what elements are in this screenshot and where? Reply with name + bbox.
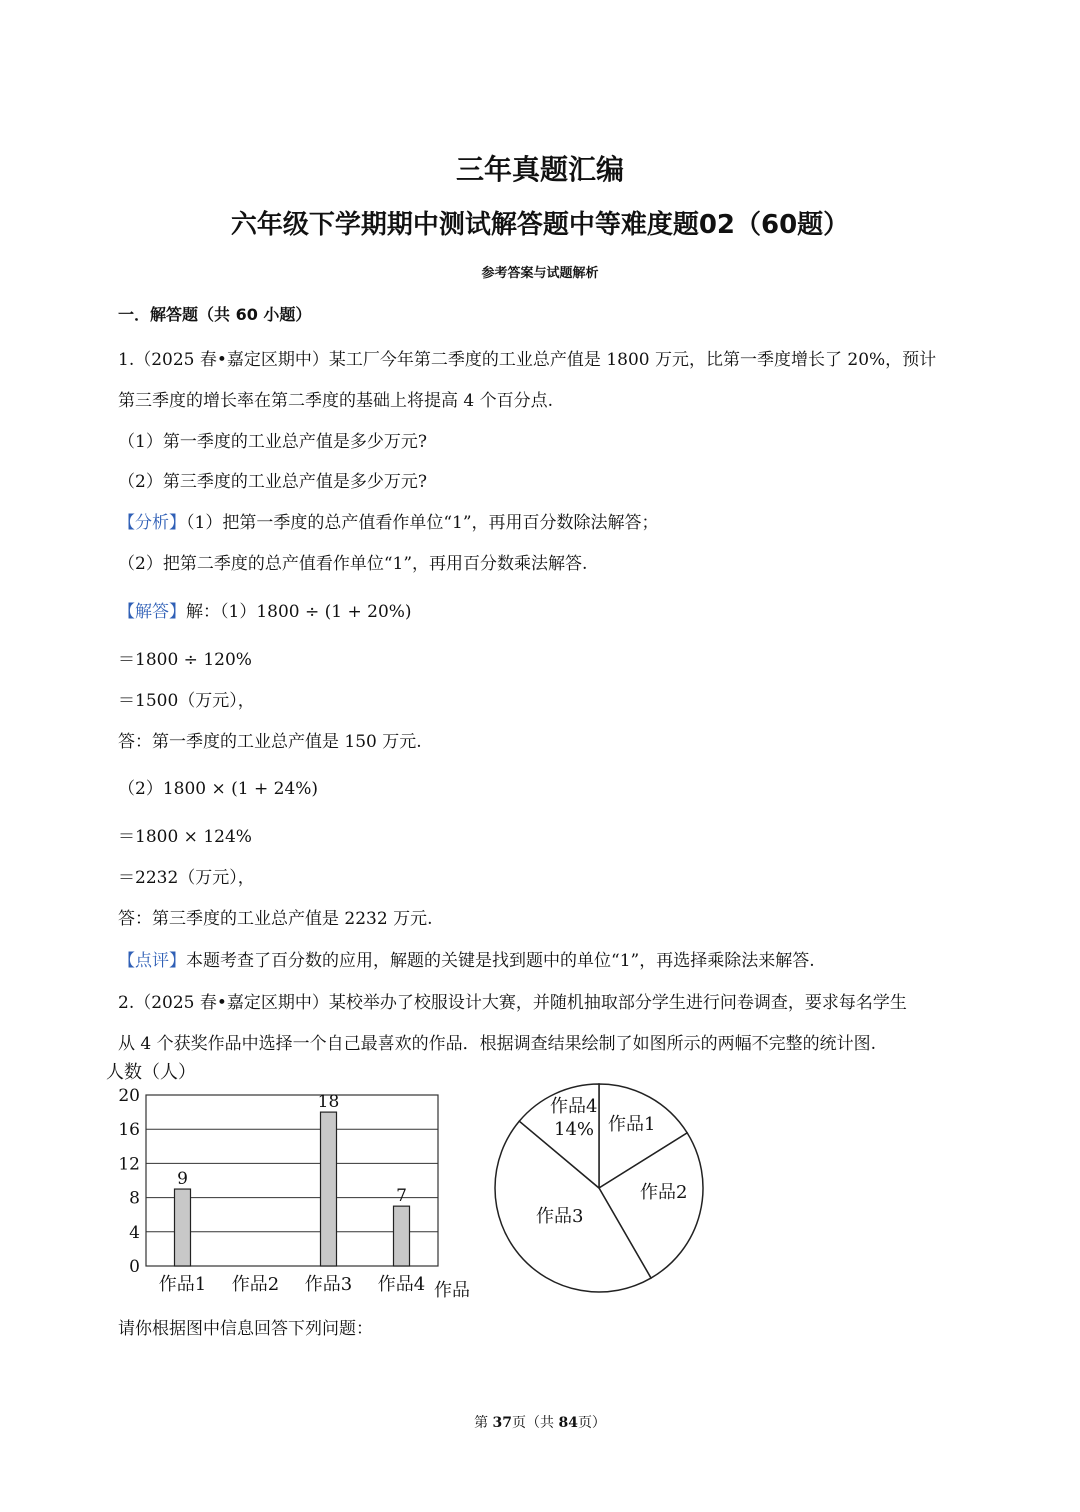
question-1-sub-2: （2）第三季度的工业总产值是多少万元? bbox=[118, 472, 427, 492]
bar-chart bbox=[100, 1056, 500, 1306]
comment-text: 本题考查了百分数的应用，解题的关键是找到题中的单位“1”，再选择乘除法来解答. bbox=[186, 951, 815, 971]
slice-label: 作品2 bbox=[640, 1182, 688, 1203]
solution-text-1: 解：（1）1800 ÷ (1 + 20%) bbox=[186, 602, 412, 622]
solution-line-6: ＝1800 × 124% bbox=[118, 827, 252, 847]
solution-line-5: （2）1800 × (1 + 24%) bbox=[118, 779, 319, 799]
slice-label: 作品3 bbox=[536, 1206, 584, 1227]
y-tick-label: 20 bbox=[118, 1086, 140, 1106]
pie-chart bbox=[490, 1080, 730, 1300]
solution-line-8: 答：第三季度的工业总产值是 2232 万元. bbox=[118, 909, 433, 929]
question-2-line-1: 2.（2025 春•嘉定区期中）某校举办了校服设计大赛，并随机抽取部分学生进行问卷调查，要求每名学生 bbox=[118, 993, 907, 1013]
analysis-text-1: （1）把第一季度的总产值看作单位“1”，再用百分数除法解答； bbox=[186, 513, 659, 533]
footer-middle: 页（共 bbox=[512, 1415, 559, 1431]
page-title: 三年真题汇编 bbox=[455, 153, 624, 186]
bar bbox=[394, 1206, 410, 1266]
analysis-line-1 bbox=[118, 508, 659, 533]
comment-tag: 【点评】 bbox=[118, 951, 186, 971]
solution-tag: 【解答】 bbox=[118, 602, 186, 622]
footer-prefix: 第 bbox=[474, 1415, 493, 1431]
slice-label: 作品4 bbox=[550, 1096, 598, 1117]
x-tick-label: 作品2 bbox=[231, 1274, 280, 1295]
page-subtitle: 六年级下学期期中测试解答题中等难度题02（60题） bbox=[230, 210, 850, 240]
bar bbox=[175, 1189, 191, 1266]
solution-line-4: 答：第一季度的工业总产值是 150 万元. bbox=[118, 732, 422, 752]
data-label: 7 bbox=[396, 1186, 407, 1207]
section-heading: 一．解答题（共 60 小题） bbox=[118, 305, 312, 324]
question-2-line-2: 从 4 个获奖作品中选择一个自己最喜欢的作品．根据调查结果绘制了如图所示的两幅不完整的统计图. bbox=[118, 1034, 877, 1054]
y-tick-label: 8 bbox=[129, 1188, 140, 1209]
solution-line-3: ＝1500（万元）， bbox=[118, 691, 255, 711]
y-axis-label: 人数（人） bbox=[106, 1062, 196, 1083]
y-tick-label: 0 bbox=[129, 1257, 140, 1277]
bar bbox=[321, 1112, 337, 1266]
slice-label: 作品1 bbox=[608, 1114, 656, 1135]
analysis-line-2: （2）把第二季度的总产值看作单位“1”，再用百分数乘法解答. bbox=[118, 554, 588, 574]
analysis-tag: 【分析】 bbox=[118, 513, 186, 533]
answer-heading: 参考答案与试题解析 bbox=[481, 266, 599, 281]
solution-line-7: ＝2232（万元）， bbox=[118, 868, 255, 888]
x-tick-label: 作品1 bbox=[158, 1274, 207, 1295]
footer-page-number: 37 bbox=[492, 1415, 512, 1431]
solution-line-1 bbox=[118, 597, 412, 622]
question-1-sub-1: （1）第一季度的工业总产值是多少万元? bbox=[118, 432, 427, 452]
question-1-line-2: 第三季度的增长率在第二季度的基础上将提高 4 个百分点. bbox=[118, 391, 554, 411]
footer-suffix: 页） bbox=[577, 1415, 606, 1431]
data-label: 18 bbox=[317, 1092, 340, 1113]
solution-line-2: ＝1800 ÷ 120% bbox=[118, 650, 252, 670]
question-1-line-1: 1.（2025 春•嘉定区期中）某工厂今年第二季度的工业总产值是 1800 万元，比第一季度增长了 20%，预计 bbox=[118, 350, 937, 370]
x-tick-label: 作品4 bbox=[377, 1274, 426, 1295]
data-label: 9 bbox=[177, 1169, 188, 1190]
y-tick-label: 16 bbox=[118, 1120, 140, 1141]
page-footer bbox=[0, 1412, 1080, 1432]
y-tick-label: 4 bbox=[129, 1222, 140, 1243]
slice-percent-label: 14% bbox=[554, 1119, 595, 1140]
comment-line bbox=[118, 946, 815, 971]
x-axis-label: 作品 bbox=[434, 1280, 470, 1301]
x-tick-label: 作品3 bbox=[304, 1274, 353, 1295]
y-tick-label: 12 bbox=[118, 1154, 140, 1175]
footer-total-pages: 84 bbox=[558, 1415, 578, 1431]
question-2-after: 请你根据图中信息回答下列问题： bbox=[118, 1319, 373, 1339]
